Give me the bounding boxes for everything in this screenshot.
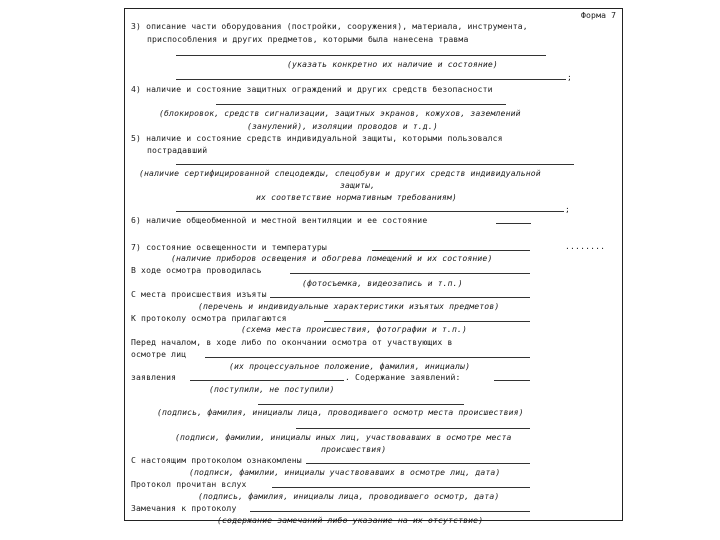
item-4-answer-line	[216, 104, 506, 105]
acknowledged-caption: (подписи, фамилии, инициалы участвовавших в осмотре лиц, дата)	[189, 467, 501, 477]
recording-answer-line	[290, 273, 530, 274]
seized-caption: (перечень и индивидуальные характеристики изъятых предметов)	[198, 301, 500, 311]
seized-answer-line	[270, 297, 530, 298]
item-3-caption: (указать конкретно их наличие и состояние)	[287, 59, 498, 69]
item-7-answer-line	[372, 250, 530, 251]
item-3-text-line-1: 3) описание части оборудования (постройки, сооружения), материала, инструмента,	[131, 21, 528, 31]
item-5-caption-line-3: их соответствие нормативным требованиям)	[256, 192, 457, 202]
item-5-second-line	[176, 211, 564, 212]
item-4-text: 4) наличие и состояние защитных ограждений и других средств безопасности	[131, 84, 493, 94]
investigator-signature-caption: (подпись, фамилия, инициалы лица, проводившего осмотр места происшествия)	[157, 407, 524, 417]
item-5-text-line-1: 5) наличие и состояние средств индивидуальной защиты, которыми пользовался	[131, 133, 503, 143]
recording-caption: (фотосъемка, видеозапись и т.п.)	[302, 278, 463, 288]
item-4-caption-line-2: (занулений), изоляции проводов и т.д.)	[247, 121, 438, 131]
item-5-caption-line-1: (наличие сертифицированной спецодежды, спецобуви и других средств индивидуальной	[139, 168, 541, 178]
item-7-text: 7) состояние освещенности и температуры	[131, 242, 327, 252]
remarks-line	[250, 511, 530, 512]
item-3-semicolon: ;	[567, 72, 573, 82]
item-5-answer-line	[176, 164, 574, 165]
item-3-text-line-2: приспособления и других предметов, которыми была нанесена травма	[147, 34, 469, 44]
statements-answer-line	[190, 380, 344, 381]
statements-persons-line	[205, 357, 530, 358]
item-7-caption: (наличие приборов освещения и обогрева помещений и их состояние)	[171, 253, 493, 263]
recording-label: В ходе осмотра проводилась	[131, 265, 262, 275]
item-5-caption-line-2: защиты,	[340, 180, 376, 190]
statements-caption: (поступили, не поступили)	[209, 384, 335, 394]
attachments-label: К протоколу осмотра прилагаются	[131, 313, 287, 323]
participants-signature-caption-line-2: происшествия)	[321, 444, 387, 454]
read-aloud-caption: (подпись, фамилия, инициалы лица, проводившего осмотр, дата)	[198, 491, 500, 501]
participants-signature-line	[296, 428, 530, 429]
item-5-semicolon: ;	[565, 204, 571, 214]
item-6-text: 6) наличие общеобменной и местной вентиляции и ее состояние	[131, 215, 428, 225]
read-aloud-line	[272, 487, 530, 488]
participants-signature-caption-line-1: (подписи, фамилии, инициалы иных лиц, участвовавших в осмотре места	[175, 432, 512, 442]
statements-text-line-1: Перед началом, в ходе либо по окончании осмотра от участвующих в	[131, 337, 453, 347]
item-4-caption-line-1: (блокировок, средств сигнализации, защитных экранов, кожухов, заземлений	[159, 108, 521, 118]
attachments-answer-line	[324, 321, 530, 322]
read-aloud-label: Протокол прочитан вслух	[131, 479, 247, 489]
statements-text-line-2: осмотре лиц	[131, 349, 187, 359]
item-7-dots: ........	[565, 241, 606, 251]
statements-content-label: . Содержание заявлений:	[345, 372, 461, 382]
item-3-second-line	[176, 79, 566, 80]
acknowledged-label: С настоящим протоколом ознакомлены	[131, 455, 302, 465]
remarks-caption: (содержание замечаний либо указание на их отсутствие)	[217, 515, 484, 525]
investigator-signature-line	[258, 404, 464, 405]
seized-label: С места происшествия изъяты	[131, 289, 267, 299]
attachments-caption: (схема места происшествия, фотографии и т.п.)	[241, 324, 468, 334]
remarks-label: Замечания к протоколу	[131, 503, 237, 513]
statements-content-line	[494, 380, 530, 381]
statements-label: заявления	[131, 372, 177, 382]
item-5-text-line-2: пострадавший	[147, 145, 208, 155]
form-number: Форма 7	[581, 10, 617, 20]
item-6-answer-line	[496, 223, 531, 224]
acknowledged-line	[306, 463, 530, 464]
item-3-answer-line	[176, 55, 546, 56]
statements-persons-caption: (их процессуальное положение, фамилия, инициалы)	[229, 361, 471, 371]
